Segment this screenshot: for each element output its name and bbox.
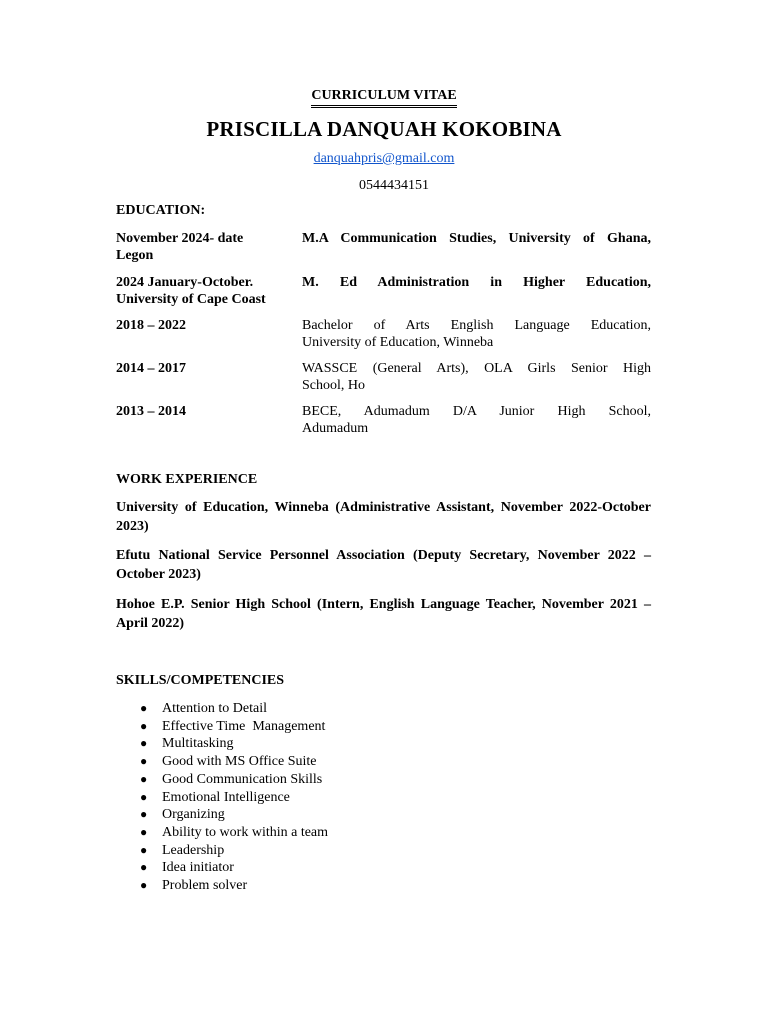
list-item [116,700,328,718]
list-item [116,718,328,736]
education-detail [302,403,651,437]
education-detail [302,317,651,351]
work-experience-item: Efutu National Service Personnel Association (Deputy Secretary, November 2022 – October 2023) [116,548,651,582]
education-heading: EDUCATION: [116,203,206,218]
work-experience-item: University of Education, Winneba (Administrative Assistant, November 2022-October 2023) [116,500,651,534]
education-detail-line: Bachelor of Arts English Language Education, [302,318,651,333]
bullet-icon: ● [140,771,148,786]
bullet-icon: ● [140,754,148,769]
skill-label: Idea initiator [162,860,234,876]
bullet-icon: ● [140,860,148,875]
skill-label: Ability to work within a team [162,824,329,840]
skill-label: Emotional Intelligence [162,789,290,805]
person-name: PRISCILLA DANQUAH KOKOBINA [206,117,562,141]
list-item [116,806,328,824]
list-item [116,753,328,771]
education-date-extra: University of Cape Coast [116,292,266,307]
education-detail [302,274,651,291]
bullet-icon: ● [140,842,148,857]
education-date-extra: Legon [116,248,154,263]
education-detail-line: M. Ed Administration in Higher Education, [302,275,651,290]
skills-heading: SKILLS/COMPETENCIES [116,673,285,688]
bullet-icon: ● [140,736,148,751]
list-item [116,824,328,842]
work-experience-item: Hohoe E.P. Senior High School (Intern, English Language Teacher, November 2021 – April 2022) [116,597,651,631]
bullet-icon: ● [140,878,148,893]
list-item [116,771,328,789]
skill-label: Multitasking [162,736,234,752]
bullet-icon: ● [140,701,148,715]
list-item [116,735,328,753]
email-link[interactable]: danquahpris@gmail.com [313,151,455,166]
phone-number: 0544434151 [359,178,429,193]
education-detail [302,360,651,394]
education-detail-continued: University of Education, Winneba [302,335,494,350]
education-detail-continued: Adumadum [302,421,369,436]
education-date: November 2024- date [116,231,244,246]
education-date: 2024 January-October. [116,275,254,290]
education-detail-line: M.A Communication Studies, University of Ghana, [302,231,651,246]
skills-list [116,700,328,895]
document-title [0,88,768,108]
education-date: 2018 – 2022 [116,318,186,333]
bullet-icon: ● [140,807,148,822]
list-item [116,877,328,895]
document-title-text: CURRICULUM VITAE [311,88,456,108]
list-item [116,842,328,860]
education-detail [302,230,651,247]
skill-label: Effective Time Management [162,718,326,734]
skill-label: Organizing [162,807,225,823]
bullet-icon: ● [140,789,148,804]
skill-label: Attention to Detail [162,701,267,716]
skill-label: Problem solver [162,878,248,894]
education-detail-continued: School, Ho [302,378,365,393]
list-item [116,789,328,807]
education-date: 2014 – 2017 [116,361,186,376]
skill-label: Leadership [162,842,225,858]
skill-label: Good Communication Skills [162,771,323,787]
work-experience-heading: WORK EXPERIENCE [116,472,258,487]
list-item [116,859,328,877]
bullet-icon: ● [140,824,148,839]
bullet-icon: ● [140,718,148,733]
education-detail-line: BECE, Adumadum D/A Junior High School, [302,404,651,419]
education-date: 2013 – 2014 [116,404,186,419]
email-line [0,150,768,168]
skill-label: Good with MS Office Suite [162,754,317,770]
education-detail-line: WASSCE (General Arts), OLA Girls Senior High [302,361,651,376]
